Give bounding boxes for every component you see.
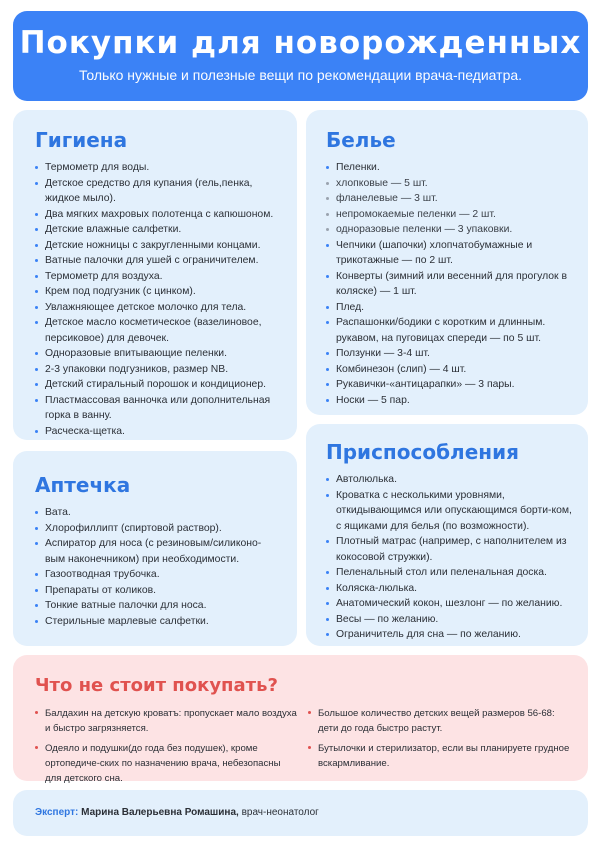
list-item: Ограничитель для сна — по желанию.	[326, 627, 576, 643]
list-item: Коляска-люлька.	[326, 581, 576, 597]
expert-name: Марина Валерьевна Ромашина,	[81, 807, 239, 818]
avoid-columns	[35, 706, 570, 791]
header-banner	[13, 11, 588, 101]
list-item: Большое количество детских вещей размеров 56-68: дети до года быстро растут.	[308, 706, 570, 736]
list-item: Детские влажные салфетки.	[35, 222, 281, 238]
devices-title: Приспособления	[326, 440, 519, 464]
list-item: Детские ножницы с закругленными концами.	[35, 238, 281, 254]
list-item: Стерильные марлевые салфетки.	[35, 614, 281, 630]
avoid-title: Что не стоит покупать?	[35, 675, 278, 696]
list-item: Комбинезон (слип) — 4 шт.	[326, 362, 574, 378]
list-subitem: непромокаемые пеленки — 2 шт.	[326, 207, 574, 223]
list-item: Одеяло и подушки(до года без подушек), кроме ортопедиче-ских по назначению врача, небезопасны для детского сна.	[35, 741, 297, 786]
list-subitem: фланелевые — 3 шт.	[326, 191, 574, 207]
list-item: Детский стиральный порошок и кондиционер.	[35, 377, 281, 393]
expert-role: врач-неонатолог	[241, 807, 319, 818]
list-item: Расческа-щетка.	[35, 424, 281, 440]
list-item: Носки — 5 пар.	[326, 393, 574, 409]
list-item: 2-3 упаковки подгузников, размер NB.	[35, 362, 281, 378]
list-subitem: хлопковые — 5 шт.	[326, 176, 574, 192]
list-item: Детское средство для купания (гель,пенка, жидкое мыло).	[35, 176, 281, 207]
list-item: Анатомический кокон, шезлонг — по желанию.	[326, 596, 576, 612]
devices-card	[306, 424, 588, 646]
list-item: Пеленальный стол или пеленальная доска.	[326, 565, 576, 581]
expert-card	[13, 790, 588, 836]
list-item: Аспиратор для носа (с резиновым/силиконо-вым наконечником) при необходимости.	[35, 536, 281, 567]
list-item: Плед.	[326, 300, 574, 316]
list-item: Распашонки/бодики с коротким и длинным. рукавом, на пуговицах спереди — по 5 шт.	[326, 315, 574, 346]
list-item: Газоотводная трубочка.	[35, 567, 281, 583]
page-title: Покупки для новорожденных	[19, 25, 582, 61]
list-item: Хлорофиллипт (спиртовой раствор).	[35, 521, 281, 537]
list-item: Препараты от коликов.	[35, 583, 281, 599]
list-item: Пластмассовая ванночка или дополнительная горка в ванну.	[35, 393, 281, 424]
list-item: Термометр для воды.	[35, 160, 281, 176]
pharmacy-list	[35, 505, 281, 629]
list-item: Тонкие ватные палочки для носа.	[35, 598, 281, 614]
avoid-list-left	[35, 706, 297, 791]
linen-title: Белье	[326, 128, 396, 152]
list-item: Крем под подгузник (с цинком).	[35, 284, 281, 300]
list-item: Балдахин на детскую кроватъ: пропускает мало воздуха и быстро загрязняется.	[35, 706, 297, 736]
list-item: Термометр для воздуха.	[35, 269, 281, 285]
hygiene-title: Гигиена	[35, 128, 128, 152]
list-item: Кроватка с несколькими уровнями, откидывающимся или опускающимся борти-ком, с ящиками для белья (по возможности).	[326, 488, 576, 535]
list-subitem: одноразовые пеленки — 3 упаковки.	[326, 222, 574, 238]
hygiene-card	[13, 110, 297, 440]
list-item: Весы — по желанию.	[326, 612, 576, 628]
list-item: Вата.	[35, 505, 281, 521]
list-item: Два мягких махровых полотенца с капюшоном.	[35, 207, 281, 223]
list-item: Конверты (зимний или весенний для прогулок в коляске) — 1 шт.	[326, 269, 574, 300]
devices-list	[326, 472, 576, 643]
linen-list	[326, 160, 574, 408]
list-item: Чепчики (шапочки) хлопчатобумажные и трикотажные — по 2 шт.	[326, 238, 574, 269]
list-item: Бутылочки и стерилизатор, если вы планируете грудное вскармливание.	[308, 741, 570, 771]
list-item: Увлажняющее детское молочко для тела.	[35, 300, 281, 316]
avoid-card	[13, 655, 588, 784]
list-item: Пеленки.	[326, 160, 574, 176]
list-item: Ватные палочки для ушей с ограничителем.	[35, 253, 281, 269]
list-item: Рукавички-«антицарапки» — 3 пары.	[326, 377, 574, 393]
list-item: Одноразовые впитывающие пеленки.	[35, 346, 281, 362]
page-subtitle: Только нужные и полезные вещи по рекомендации врача-педиатра.	[78, 67, 523, 83]
linen-card	[306, 110, 588, 415]
list-item: Ползунки — 3-4 шт.	[326, 346, 574, 362]
avoid-list-right	[308, 706, 570, 791]
pharmacy-title: Аптечка	[35, 473, 131, 497]
hygiene-list	[35, 160, 281, 439]
list-item: Автолюлька.	[326, 472, 576, 488]
expert-label: Эксперт:	[35, 807, 79, 818]
list-item: Плотный матрас (например, с наполнителем из кокосовой стружки).	[326, 534, 576, 565]
list-item: Детское масло косметическое (вазелиновое, персиковое) для девочек.	[35, 315, 281, 346]
pharmacy-card	[13, 451, 297, 646]
